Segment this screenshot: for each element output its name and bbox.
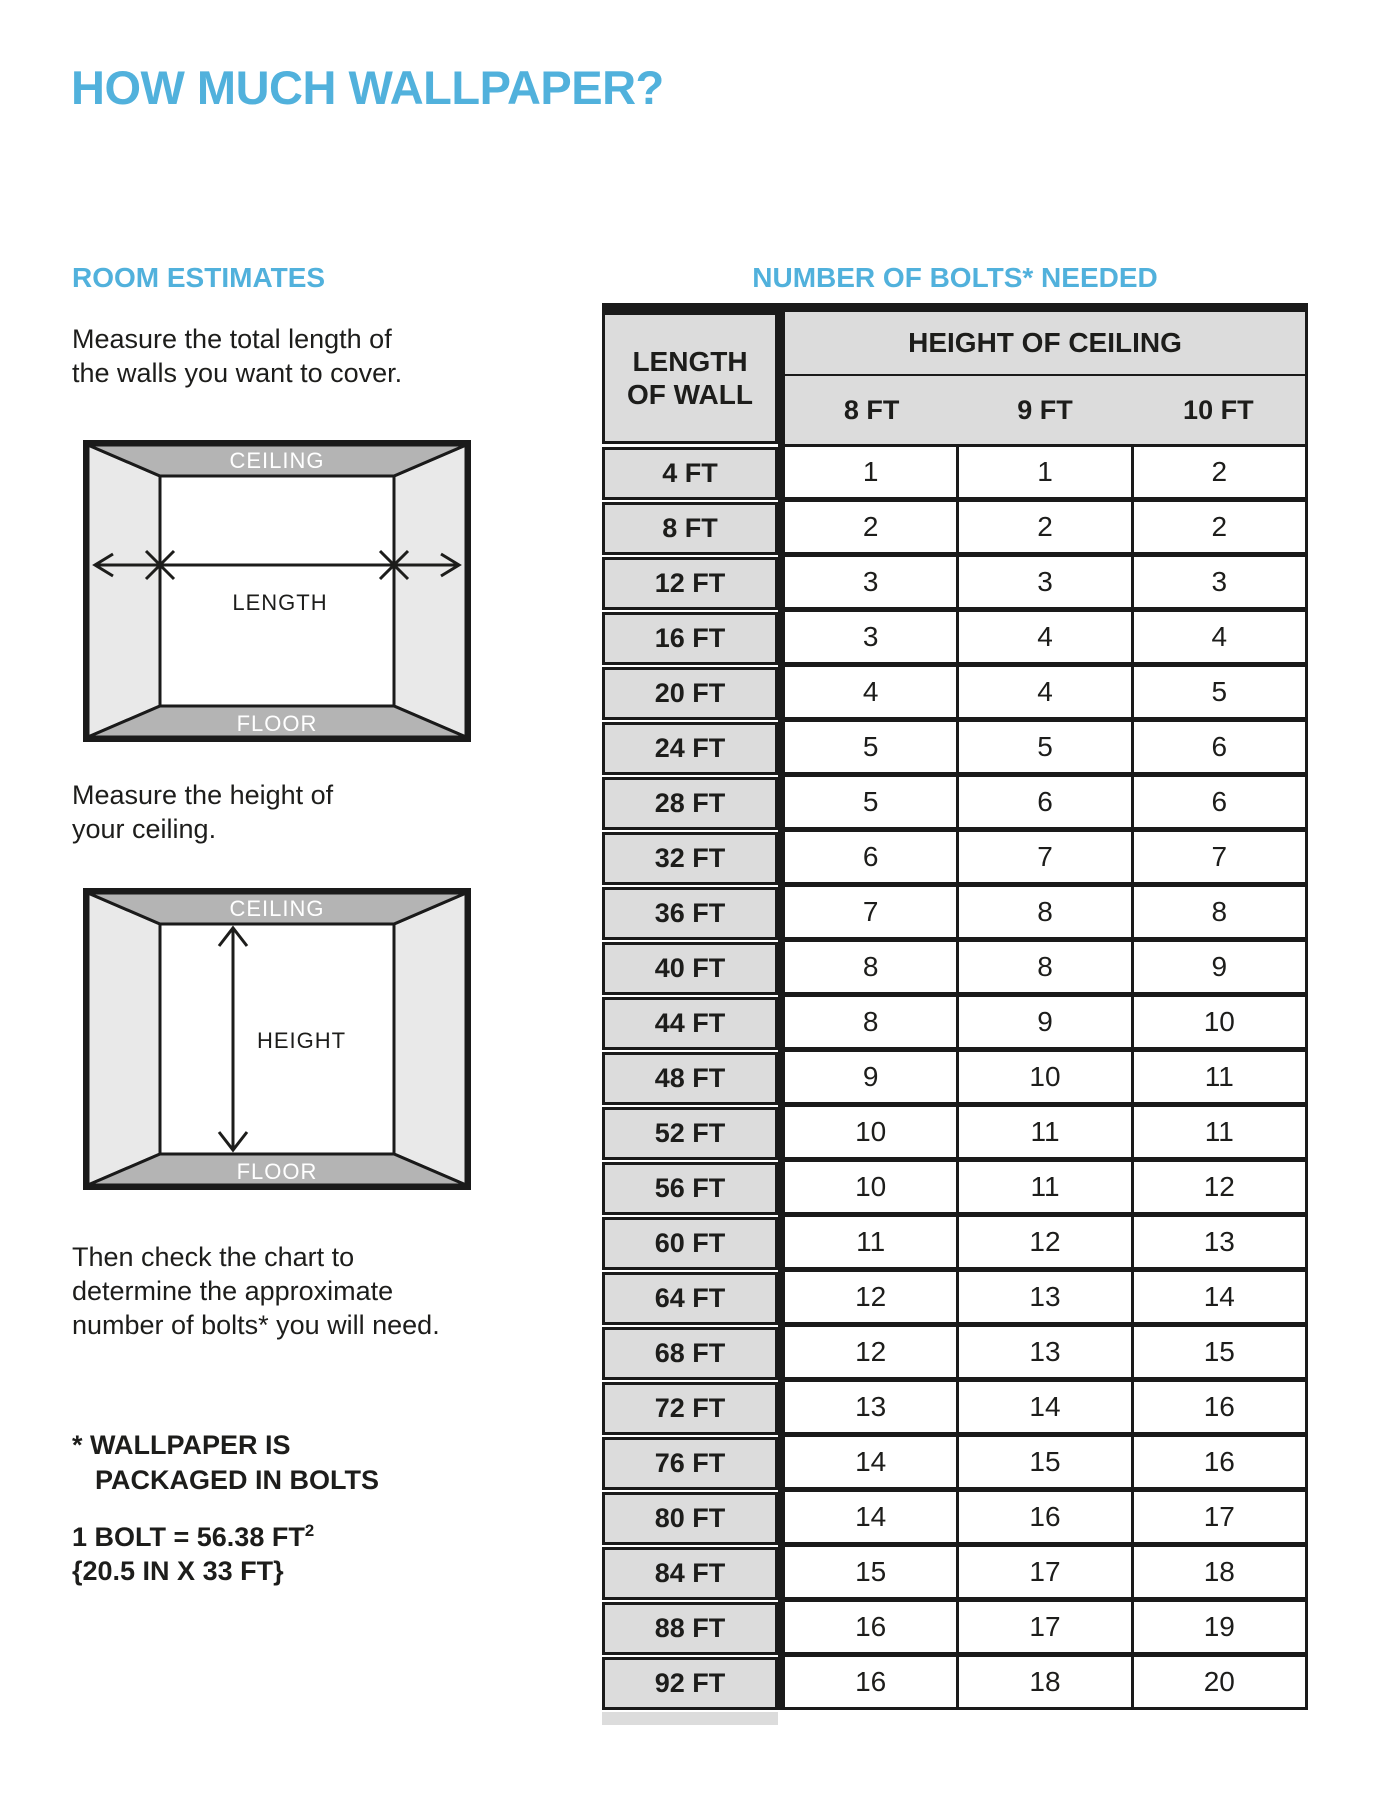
bolt-count-cell: 2 [1134,447,1305,497]
bolt-count-cell: 5 [959,722,1130,772]
wall-length-cell: 72 FT [602,1382,778,1435]
wall-length-cell: 36 FT [602,887,778,940]
bolt-count-cell: 2 [785,502,956,552]
bolt-count-cell: 9 [959,997,1130,1047]
step3-line3: number of bolts* you will need. [72,1310,440,1340]
left-wall [88,445,160,737]
col-header-10ft: 10 FT [1183,394,1254,425]
wall-length-header [602,312,778,444]
bolt-count-cell: 4 [785,667,956,717]
ceiling-height-subheader [785,376,1308,444]
bolt-count-cell: 15 [959,1437,1130,1487]
bolt-count-cell: 16 [959,1492,1130,1542]
step2-line1: Measure the height of [72,780,334,810]
bolt-count-cell: 16 [1134,1382,1305,1432]
wall-length-cell: 76 FT [602,1437,778,1490]
bolt-count-cell: 2 [1134,502,1305,552]
bolts-grid [785,444,1308,1710]
col-header-9ft: 9 FT [1017,394,1073,425]
table-body [602,312,1308,1725]
bolt-count-cell: 11 [1134,1052,1305,1102]
bolt-count-cell: 20 [1134,1657,1305,1707]
col-header-8ft: 8 FT [843,394,900,425]
wall-length-cell: 68 FT [602,1327,778,1380]
length-room-diagram [83,440,471,742]
bolt-count-cell: 8 [959,887,1130,937]
step3-line1: Then check the chart to [72,1242,355,1272]
height-room-diagram [83,888,471,1190]
left-wall [88,893,160,1185]
table-top-bar [602,303,1308,312]
bolt-count-cell: 16 [785,1657,956,1707]
bolt-count-cell: 5 [785,777,956,827]
wall-length-cell: 80 FT [602,1492,778,1545]
length-label: LENGTH [232,590,328,615]
wall-length-cell: 84 FT [602,1547,778,1600]
ceiling-height-group-header: HEIGHT OF CEILING [785,312,1308,376]
bolt-equation-exponent: 2 [304,1521,315,1540]
bolt-count-cell: 4 [959,612,1130,662]
footnote-line2: PACKAGED IN BOLTS [95,1465,380,1495]
wall-length-header-line2: OF WALL [627,379,753,410]
bolt-count-cell: 17 [959,1602,1130,1652]
ceiling-label: CEILING [229,896,325,921]
bolt-count-cell: 1 [785,447,956,497]
wall-length-cell: 88 FT [602,1602,778,1655]
bolt-count-cell: 10 [785,1162,956,1212]
wall-length-cell: 40 FT [602,942,778,995]
wall-length-cell: 12 FT [602,557,778,610]
wall-length-cell: 8 FT [602,502,778,555]
wall-length-cell: 24 FT [602,722,778,775]
floor-label: FLOOR [236,711,318,736]
wall-length-cell: 16 FT [602,612,778,665]
bolt-count-cell: 2 [959,502,1130,552]
bolt-count-cell: 12 [1134,1162,1305,1212]
bolts-needed-heading: NUMBER OF BOLTS* NEEDED [752,262,1158,293]
right-wall [394,445,466,737]
ceiling-label: CEILING [229,448,325,473]
bolt-size-info [72,1520,314,1588]
bolt-count-cell: 8 [785,942,956,992]
wallpaper-footnote [72,1428,379,1498]
bolt-count-cell: 14 [959,1382,1130,1432]
bolt-count-cell: 7 [959,832,1130,882]
bolt-dimensions: {20.5 IN X 33 FT} [72,1556,284,1586]
bolt-count-cell: 8 [959,942,1130,992]
step1-line1: Measure the total length of [72,324,392,354]
wall-length-cell: 48 FT [602,1052,778,1105]
wall-length-cell: 32 FT [602,832,778,885]
bolt-count-cell: 7 [785,887,956,937]
bolt-count-cell: 11 [1134,1107,1305,1157]
bolt-count-cell: 8 [1134,887,1305,937]
bolt-equation-text: 1 BOLT = 56.38 FT [72,1522,305,1552]
bolt-count-cell: 11 [959,1107,1130,1157]
wall-length-cell: 60 FT [602,1217,778,1270]
bolt-count-cell: 9 [785,1052,956,1102]
page-title: HOW MUCH WALLPAPER? [71,61,664,114]
bolt-count-cell: 6 [785,832,956,882]
bolt-count-cell: 8 [785,997,956,1047]
height-room-svg [83,888,471,1190]
bolt-count-cell: 14 [785,1492,956,1542]
wall-length-cell: 4 FT [602,447,778,500]
floor-label: FLOOR [236,1159,318,1184]
wall-length-cell: 28 FT [602,777,778,830]
bolt-count-cell: 19 [1134,1602,1305,1652]
bolt-count-cell: 14 [785,1437,956,1487]
bolt-count-cell: 5 [1134,667,1305,717]
bolt-count-cell: 12 [959,1217,1130,1267]
step3-text [72,1240,440,1342]
bolt-count-cell: 6 [1134,777,1305,827]
bolt-count-cell: 10 [785,1107,956,1157]
bolt-count-cell: 7 [1134,832,1305,882]
bolt-count-cell: 1 [959,447,1130,497]
wall-length-column [602,312,778,1725]
bolt-equation [72,1520,314,1554]
bolt-count-cell: 6 [959,777,1130,827]
bolt-count-cell: 5 [785,722,956,772]
bolt-count-cell: 15 [785,1547,956,1597]
footnote-line1: * WALLPAPER IS [72,1430,291,1460]
wall-length-cell: 20 FT [602,667,778,720]
bolt-count-cell: 13 [785,1382,956,1432]
bolt-count-cell: 17 [1134,1492,1305,1542]
height-label: HEIGHT [257,1028,347,1053]
bolt-count-cell: 17 [959,1547,1130,1597]
bolt-count-cell: 13 [959,1272,1130,1322]
bolts-table [602,303,1308,1725]
step2-line2: your ceiling. [72,814,217,844]
bolt-count-cell: 16 [1134,1437,1305,1487]
bolt-count-cell: 6 [1134,722,1305,772]
wall-length-cell: 92 FT [602,1657,778,1710]
bolt-count-cell: 3 [1134,557,1305,607]
bolt-count-cell: 10 [1134,997,1305,1047]
bolt-count-cell: 18 [959,1657,1130,1707]
wall-length-cell: 56 FT [602,1162,778,1215]
bolt-count-cell: 13 [1134,1217,1305,1267]
bolt-count-cell: 4 [959,667,1130,717]
bolt-count-cell: 11 [785,1217,956,1267]
bolt-count-cell: 14 [1134,1272,1305,1322]
bolt-count-cell: 15 [1134,1327,1305,1377]
bolt-count-cell: 11 [959,1162,1130,1212]
length-room-svg [83,440,471,742]
bolt-count-cell: 12 [785,1327,956,1377]
bolt-count-cell: 9 [1134,942,1305,992]
wall-length-cell: 64 FT [602,1272,778,1325]
bolt-count-cell: 13 [959,1327,1130,1377]
wall-length-header-line1: LENGTH [632,346,748,377]
bolt-count-cell: 3 [959,557,1130,607]
wall-length-cell: 52 FT [602,1107,778,1160]
bolt-count-cell: 3 [785,557,956,607]
step1-text [72,322,402,390]
room-estimates-heading: ROOM ESTIMATES [72,262,326,293]
bolt-count-cell: 3 [785,612,956,662]
bolt-count-cell: 16 [785,1602,956,1652]
step3-line2: determine the approximate [72,1276,394,1306]
ceiling-height-columns [785,312,1308,1710]
label-column-bottom-strip [602,1712,778,1725]
bolt-count-cell: 4 [1134,612,1305,662]
bolt-count-cell: 18 [1134,1547,1305,1597]
bolt-count-cell: 12 [785,1272,956,1322]
step2-text [72,778,333,846]
right-wall [394,893,466,1185]
table-vertical-divider [778,312,785,1710]
wall-length-cell: 44 FT [602,997,778,1050]
bolt-count-cell: 10 [959,1052,1130,1102]
step1-line2: the walls you want to cover. [72,358,403,388]
